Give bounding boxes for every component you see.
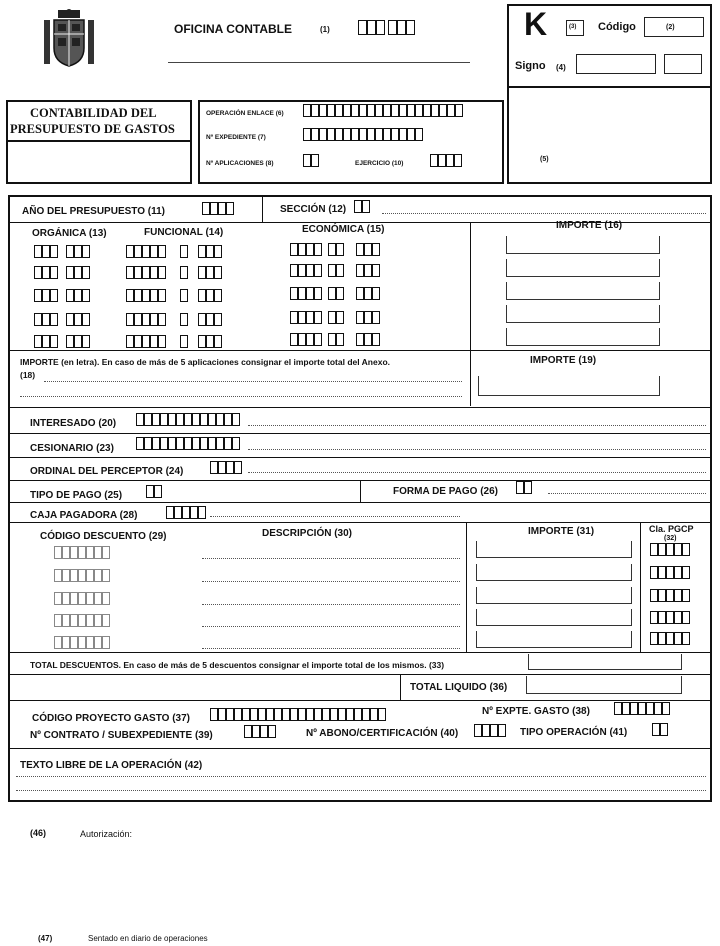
codigo-descuento-cells[interactable]: [54, 546, 110, 559]
row-divider-2: [8, 350, 712, 351]
cla-pgcp-cells[interactable]: [650, 611, 690, 624]
row-divider-10: [8, 674, 712, 675]
expediente-cells[interactable]: [303, 128, 423, 141]
title-divider: [6, 140, 192, 142]
row-divider-7: [8, 502, 712, 503]
texto-libre-line-2: [16, 790, 706, 791]
oficina-contable-cells-2[interactable]: [388, 20, 415, 35]
texto-libre-label: TEXTO LIBRE DE LA OPERACIÓN (42): [20, 760, 203, 771]
box5-num: (5): [540, 156, 549, 163]
cesionario-label: CESIONARIO (23): [30, 443, 114, 454]
n47-label: (47): [38, 934, 53, 943]
economica-cells-c[interactable]: [356, 243, 380, 256]
total-descuentos-label: TOTAL DESCUENTOS. En caso de más de 5 descuentos consignar el importe total de los mismos. (33): [30, 660, 445, 670]
funcional-label: FUNCIONAL (14): [144, 227, 224, 238]
interesado-label: INTERESADO (20): [30, 418, 117, 429]
economica-cells-c[interactable]: [356, 333, 380, 346]
importe16-field[interactable]: [506, 282, 660, 300]
economica-cells-b[interactable]: [328, 333, 344, 346]
oficina-contable-cells[interactable]: [358, 20, 385, 35]
importe19-field[interactable]: [478, 376, 660, 396]
forma-pago-line: [548, 493, 706, 494]
forma-pago-label: FORMA DE PAGO (26): [393, 486, 499, 497]
economica-cells-c[interactable]: [356, 311, 380, 324]
oficina-contable-line: [168, 62, 470, 63]
importe19-divider: [470, 350, 471, 406]
k-box-divider: [507, 86, 712, 88]
title-line2: PRESUPUESTO DE GASTOS: [10, 122, 175, 136]
cla-pgcp-num: (32): [664, 535, 677, 542]
row-divider-3: [8, 407, 712, 408]
ejercicio-cells[interactable]: [430, 154, 462, 167]
row-divider-4: [8, 433, 712, 434]
row-divider-11: [8, 700, 712, 701]
expediente-label: Nº EXPEDIENTE (7): [206, 134, 266, 141]
tipo-pago-cells[interactable]: [146, 485, 162, 498]
cla-pgcp-cells[interactable]: [650, 566, 690, 579]
importe31-field[interactable]: [476, 631, 632, 648]
codigo-descuento-cells[interactable]: [54, 592, 110, 605]
funcional-cells-c[interactable]: [198, 313, 222, 326]
codigo-num: (2): [666, 24, 675, 31]
economica-cells[interactable]: [290, 311, 322, 324]
organica-cells[interactable]: [34, 245, 58, 258]
coat-of-arms: [40, 8, 98, 70]
ordinal-perceptor-label: ORDINAL DEL PERCEPTOR (24): [30, 466, 184, 477]
row-divider-8: [8, 522, 712, 523]
oficina-contable-label: OFICINA CONTABLE: [174, 22, 292, 36]
importe-letra-line: [44, 381, 462, 382]
total-descuentos-field[interactable]: [528, 654, 682, 670]
economica-cells-b[interactable]: [328, 264, 344, 277]
interesado-cells[interactable]: [136, 413, 240, 426]
total-liquido-divider: [400, 674, 401, 700]
codigo-label: Código: [598, 21, 636, 33]
economica-cells[interactable]: [290, 264, 322, 277]
caja-line: [210, 516, 460, 517]
organica-label: ORGÁNICA (13): [32, 228, 107, 239]
tipo-pago-label: TIPO DE PAGO (25): [30, 490, 123, 501]
codigo-descuento-cells[interactable]: [54, 614, 110, 627]
economica-cells-b[interactable]: [328, 287, 344, 300]
signo-field[interactable]: [576, 54, 656, 74]
importe19-label: IMPORTE (19): [530, 355, 597, 366]
importe31-field[interactable]: [476, 609, 632, 626]
descripcion-line: [202, 581, 460, 582]
forma-pago-divider: [360, 480, 361, 502]
cla-pgcp-cells[interactable]: [650, 632, 690, 645]
economica-cells-c[interactable]: [356, 264, 380, 277]
funcional-cells[interactable]: [126, 289, 166, 302]
importe16-divider: [470, 222, 471, 350]
anio-presupuesto-cells[interactable]: [202, 202, 234, 215]
funcional-cells-b[interactable]: [180, 245, 188, 258]
codigo-descuento-cells[interactable]: [54, 636, 110, 649]
operacion-enlace-cells[interactable]: [303, 104, 463, 117]
seccion-cells[interactable]: [354, 200, 370, 213]
seccion-line: [382, 213, 706, 214]
contrato-label: Nº CONTRATO / SUBEXPEDIENTE (39): [30, 730, 213, 741]
importe-letra-num: (18): [20, 370, 36, 380]
operacion-enlace-label: OPERACIÓN ENLACE (6): [206, 110, 284, 117]
caja-pagadora-label: CAJA PAGADORA (28): [30, 510, 138, 521]
importe16-field[interactable]: [506, 328, 660, 346]
n46-label: (46): [30, 828, 47, 838]
k-letter: K: [524, 6, 548, 42]
total-liquido-field[interactable]: [526, 676, 682, 694]
organica-cells[interactable]: [34, 335, 58, 348]
descripcion-label: DESCRIPCIÓN (30): [262, 528, 353, 539]
importe31-field[interactable]: [476, 587, 632, 604]
funcional-cells-c[interactable]: [198, 245, 222, 258]
descripcion-line: [202, 604, 460, 605]
signo-label: Signo: [515, 60, 546, 72]
economica-cells-b[interactable]: [328, 243, 344, 256]
oficina-contable-num: (1): [320, 25, 330, 34]
sentado-label: Sentado en diario de operaciones: [88, 934, 208, 943]
texto-libre-line-1: [16, 776, 706, 777]
organica-cells[interactable]: [34, 289, 58, 302]
funcional-cells-c[interactable]: [198, 289, 222, 302]
funcional-cells[interactable]: [126, 313, 166, 326]
row-divider-5: [8, 457, 712, 458]
funcional-cells[interactable]: [126, 335, 166, 348]
importe31-field[interactable]: [476, 541, 632, 558]
caja-pagadora-cells[interactable]: [166, 506, 206, 519]
codigo-descuento-label: CÓDIGO DESCUENTO (29): [40, 531, 167, 542]
importe16-field[interactable]: [506, 236, 660, 254]
importe31-divider: [466, 522, 467, 652]
aplicaciones-cells[interactable]: [303, 154, 319, 167]
signo-num: (4): [556, 63, 566, 72]
codigo-proyecto-label: CÓDIGO PROYECTO GASTO (37): [32, 713, 190, 724]
funcional-cells[interactable]: [126, 266, 166, 279]
funcional-cells-b[interactable]: [180, 266, 188, 279]
cla-pgcp-label: Cla. PGCP: [649, 524, 694, 534]
descripcion-line: [202, 558, 460, 559]
importe31-label: IMPORTE (31): [528, 526, 595, 537]
economica-cells-b[interactable]: [328, 311, 344, 324]
cesionario-line: [248, 449, 706, 450]
seccion-label: SECCIÓN (12): [280, 204, 347, 215]
descripcion-line: [202, 626, 460, 627]
descripcion-line: [202, 648, 460, 649]
k-num: (3): [569, 24, 577, 30]
expte-gasto-label: Nº EXPTE. GASTO (38): [482, 706, 590, 717]
codigo-descuento-cells[interactable]: [54, 569, 110, 582]
economica-cells-c[interactable]: [356, 287, 380, 300]
cla-pgcp-cells[interactable]: [650, 543, 690, 556]
organica-cells[interactable]: [34, 266, 58, 279]
total-liquido-label: TOTAL LIQUIDO (36): [410, 682, 508, 693]
autorizacion-label: Autorización:: [80, 829, 133, 839]
economica-cells[interactable]: [290, 287, 322, 300]
organica-cells-b[interactable]: [66, 266, 90, 279]
anio-presupuesto-label: AÑO DEL PRESUPUESTO (11): [22, 206, 165, 217]
row-divider-9: [8, 652, 712, 653]
economica-cells[interactable]: [290, 333, 322, 346]
organica-cells-b[interactable]: [66, 313, 90, 326]
signo-field-2[interactable]: [664, 54, 702, 74]
cla-pgcp-cells[interactable]: [650, 589, 690, 602]
importe-letra-label: IMPORTE (en letra). En caso de más de 5 aplicaciones consignar el importe total del Anexo.: [20, 357, 391, 367]
importe16-field[interactable]: [506, 305, 660, 323]
seccion-divider: [262, 196, 263, 222]
funcional-cells[interactable]: [126, 245, 166, 258]
importe16-field[interactable]: [506, 259, 660, 277]
interesado-line: [248, 425, 706, 426]
row-divider-12: [8, 748, 712, 749]
funcional-cells-b[interactable]: [180, 289, 188, 302]
funcional-cells-c[interactable]: [198, 335, 222, 348]
aplicaciones-label: Nº APLICACIONES (8): [206, 160, 274, 167]
funcional-cells-b[interactable]: [180, 335, 188, 348]
cla-divider: [640, 522, 641, 652]
codigo-proyecto-cells[interactable]: [210, 708, 386, 721]
funcional-cells-c[interactable]: [198, 266, 222, 279]
economica-label: ECONÓMICA (15): [302, 224, 385, 235]
importe-letra-line-2: [20, 396, 462, 397]
coat-of-arms-icon: [40, 8, 98, 70]
funcional-cells-b[interactable]: [180, 313, 188, 326]
tipo-operacion-cells[interactable]: [652, 723, 668, 736]
tipo-operacion-label: TIPO OPERACIÓN (41): [520, 727, 628, 738]
importe16-label: IMPORTE (16): [556, 220, 623, 231]
abono-label: Nº ABONO/CERTIFICACIÓN (40): [306, 728, 459, 739]
cesionario-cells[interactable]: [136, 437, 240, 450]
expte-gasto-cells[interactable]: [614, 702, 670, 715]
contrato-cells[interactable]: [244, 725, 276, 738]
organica-cells[interactable]: [34, 313, 58, 326]
economica-cells[interactable]: [290, 243, 322, 256]
abono-cells[interactable]: [474, 724, 506, 737]
organica-cells-b[interactable]: [66, 289, 90, 302]
ordinal-perceptor-cells[interactable]: [210, 461, 242, 474]
ordinal-line: [248, 472, 706, 473]
organica-cells-b[interactable]: [66, 245, 90, 258]
ejercicio-label: EJERCICIO (10): [355, 160, 404, 167]
forma-pago-cells[interactable]: [516, 481, 532, 494]
title-line1: CONTABILIDAD DEL: [30, 106, 157, 120]
importe31-field[interactable]: [476, 564, 632, 581]
organica-cells-b[interactable]: [66, 335, 90, 348]
